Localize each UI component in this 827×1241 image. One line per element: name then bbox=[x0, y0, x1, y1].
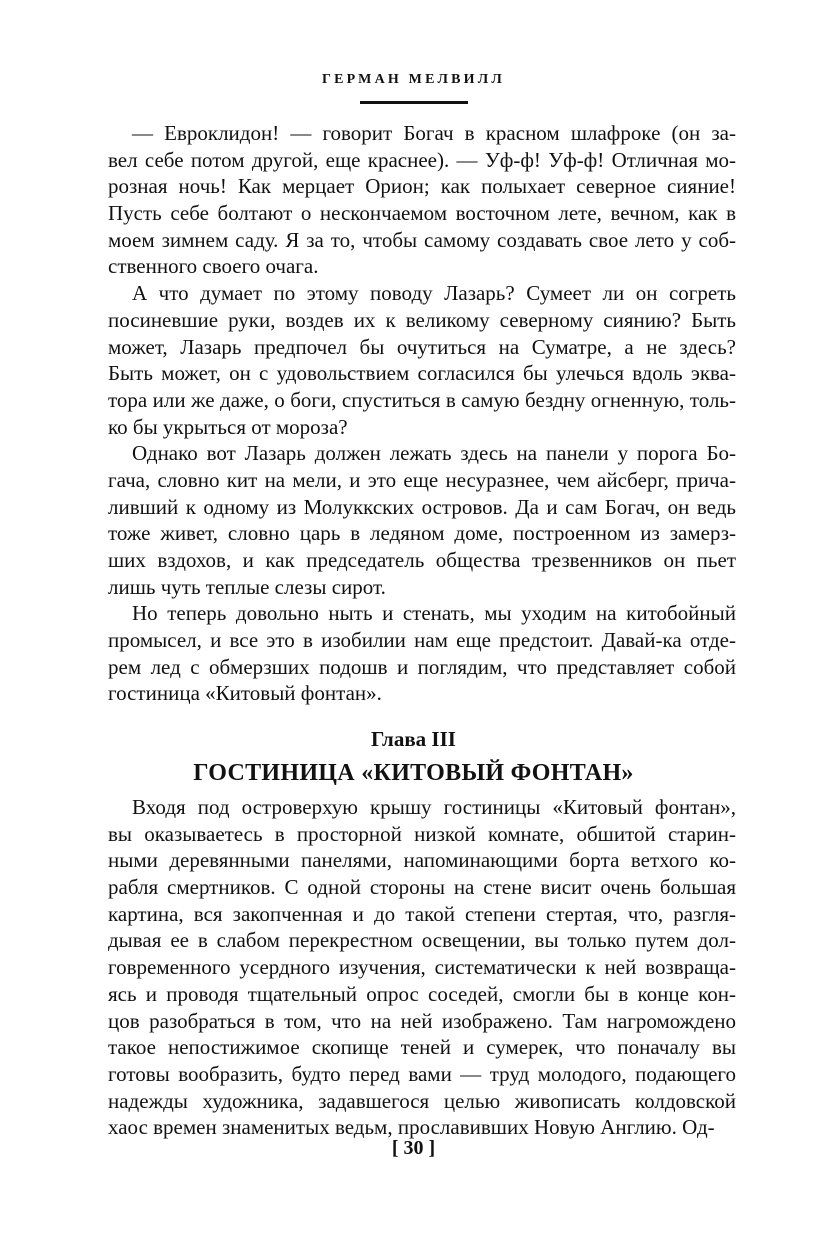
text-line: ших вздохов, и как председатель общества трезвенников он пьет bbox=[108, 548, 736, 572]
text-line: вы оказываетесь в просторной низкой комнате, обшитой старин- bbox=[108, 821, 736, 846]
text-line: ясь и проводя тщательный опрос соседей, смогли бы в конце кон- bbox=[108, 981, 736, 1006]
text-line: Но теперь довольно ныть и стенать, мы уходим на китобойный bbox=[132, 601, 736, 626]
text-line: посиневшие руки, воздев их к великому северному сиянию? Быть bbox=[108, 307, 736, 332]
text-line: ко бы укрыться от мороза? bbox=[108, 414, 348, 439]
text-line: дывая ее в слабом перекрестном освещении, вы только путем дол- bbox=[108, 928, 736, 953]
paragraph bbox=[108, 794, 736, 1141]
text-line: тора или же даже, о боги, спуститься в самую бездну огненную, толь- bbox=[108, 387, 736, 412]
text-line: А что думает по этому поводу Лазарь? Сумеет ли он согреть bbox=[132, 281, 736, 306]
text-line: рем лед с обмерзших подошв и поглядим, что представляет собой bbox=[108, 654, 736, 679]
text-line: может, Лазарь предпочел бы очутиться на Суматре, а не здесь? bbox=[108, 334, 736, 359]
text-line: рабля смертников. С одной стороны на стене висит очень большая bbox=[108, 875, 736, 900]
text-line: готовы вообразить, будто перед вами — труд молодого, подающего bbox=[108, 1061, 736, 1086]
paragraph bbox=[108, 600, 736, 707]
text-line: ственного своего очага. bbox=[108, 254, 319, 279]
text-line: хаос времен знаменитых ведьм, прославивших Новую Англию. Од- bbox=[108, 1115, 715, 1140]
text-line: цов разобраться в том, что на ней изображено. Там нагромождено bbox=[108, 1008, 736, 1033]
text-line: вел себе потом другой, еще краснее). — Уф-ф! Уф-ф! Отличная мо- bbox=[108, 147, 736, 172]
chapter-number: Глава III bbox=[371, 727, 456, 751]
text-line: промысел, и все это в изобилии нам еще предстоит. Давай-ка отде- bbox=[108, 628, 736, 653]
paragraph bbox=[108, 440, 736, 600]
text-line: Входя под островерхую крышу гостиницы «Китовый фонтан», bbox=[132, 795, 736, 819]
paragraph bbox=[108, 120, 736, 280]
text-line: Однако вот Лазарь должен лежать здесь на панели у порога Бо- bbox=[132, 441, 736, 466]
text-line: такое непостижимое скопище теней и сумерек, что поначалу вы bbox=[108, 1035, 736, 1060]
text-line: картина, вся закопченная и до такой степени стертая, что, разгля- bbox=[108, 901, 736, 926]
text-line: гача, словно кит на мели, и это еще несуразнее, чем айсберг, прича- bbox=[108, 467, 736, 492]
text-line: Быть может, он с удовольствием согласился бы улечься вдоль эква- bbox=[108, 361, 736, 386]
text-line: говременного усердного изучения, систематически к ней возвраща- bbox=[108, 955, 736, 980]
header-rule bbox=[360, 101, 468, 104]
text-line: ными деревянными панелями, напоминающими борта ветхого ко- bbox=[108, 848, 736, 873]
text-line: — Евроклидон! — говорит Богач в красном шлафроке (он за- bbox=[132, 121, 736, 145]
chapter-heading bbox=[0, 723, 827, 791]
text-line: ливший к одному из Молуккских островов. Да и сам Богач, он ведь bbox=[108, 494, 736, 519]
body-text-section-2 bbox=[108, 794, 736, 1141]
paragraph bbox=[108, 280, 736, 440]
text-line: тоже живет, словно царь в ледяном доме, построенном из замерз- bbox=[108, 521, 736, 546]
text-line: лишь чуть теплые слезы сирот. bbox=[108, 574, 386, 599]
page-number: [ 30 ] bbox=[391, 1137, 436, 1159]
chapter-title: ГОСТИНИЦА «КИТОВЫЙ ФОНТАН» bbox=[193, 760, 634, 786]
text-line: розная ночь! Как мерцает Орион; как полыхает северное сияние! bbox=[108, 174, 736, 199]
text-line: Пусть себе болтают о нескончаемом восточном лете, вечном, как в bbox=[108, 201, 736, 226]
text-line: моем зимнем саду. Я за то, чтобы самому создавать свое лето у соб- bbox=[108, 227, 736, 252]
text-line: гостиница «Китовый фонтан». bbox=[108, 681, 382, 706]
text-line: надежды художника, задавшегося целью живописать колдовской bbox=[108, 1088, 736, 1113]
running-head: ГЕРМАН МЕЛВИЛЛ bbox=[322, 72, 505, 87]
body-text-section-1 bbox=[108, 120, 736, 707]
